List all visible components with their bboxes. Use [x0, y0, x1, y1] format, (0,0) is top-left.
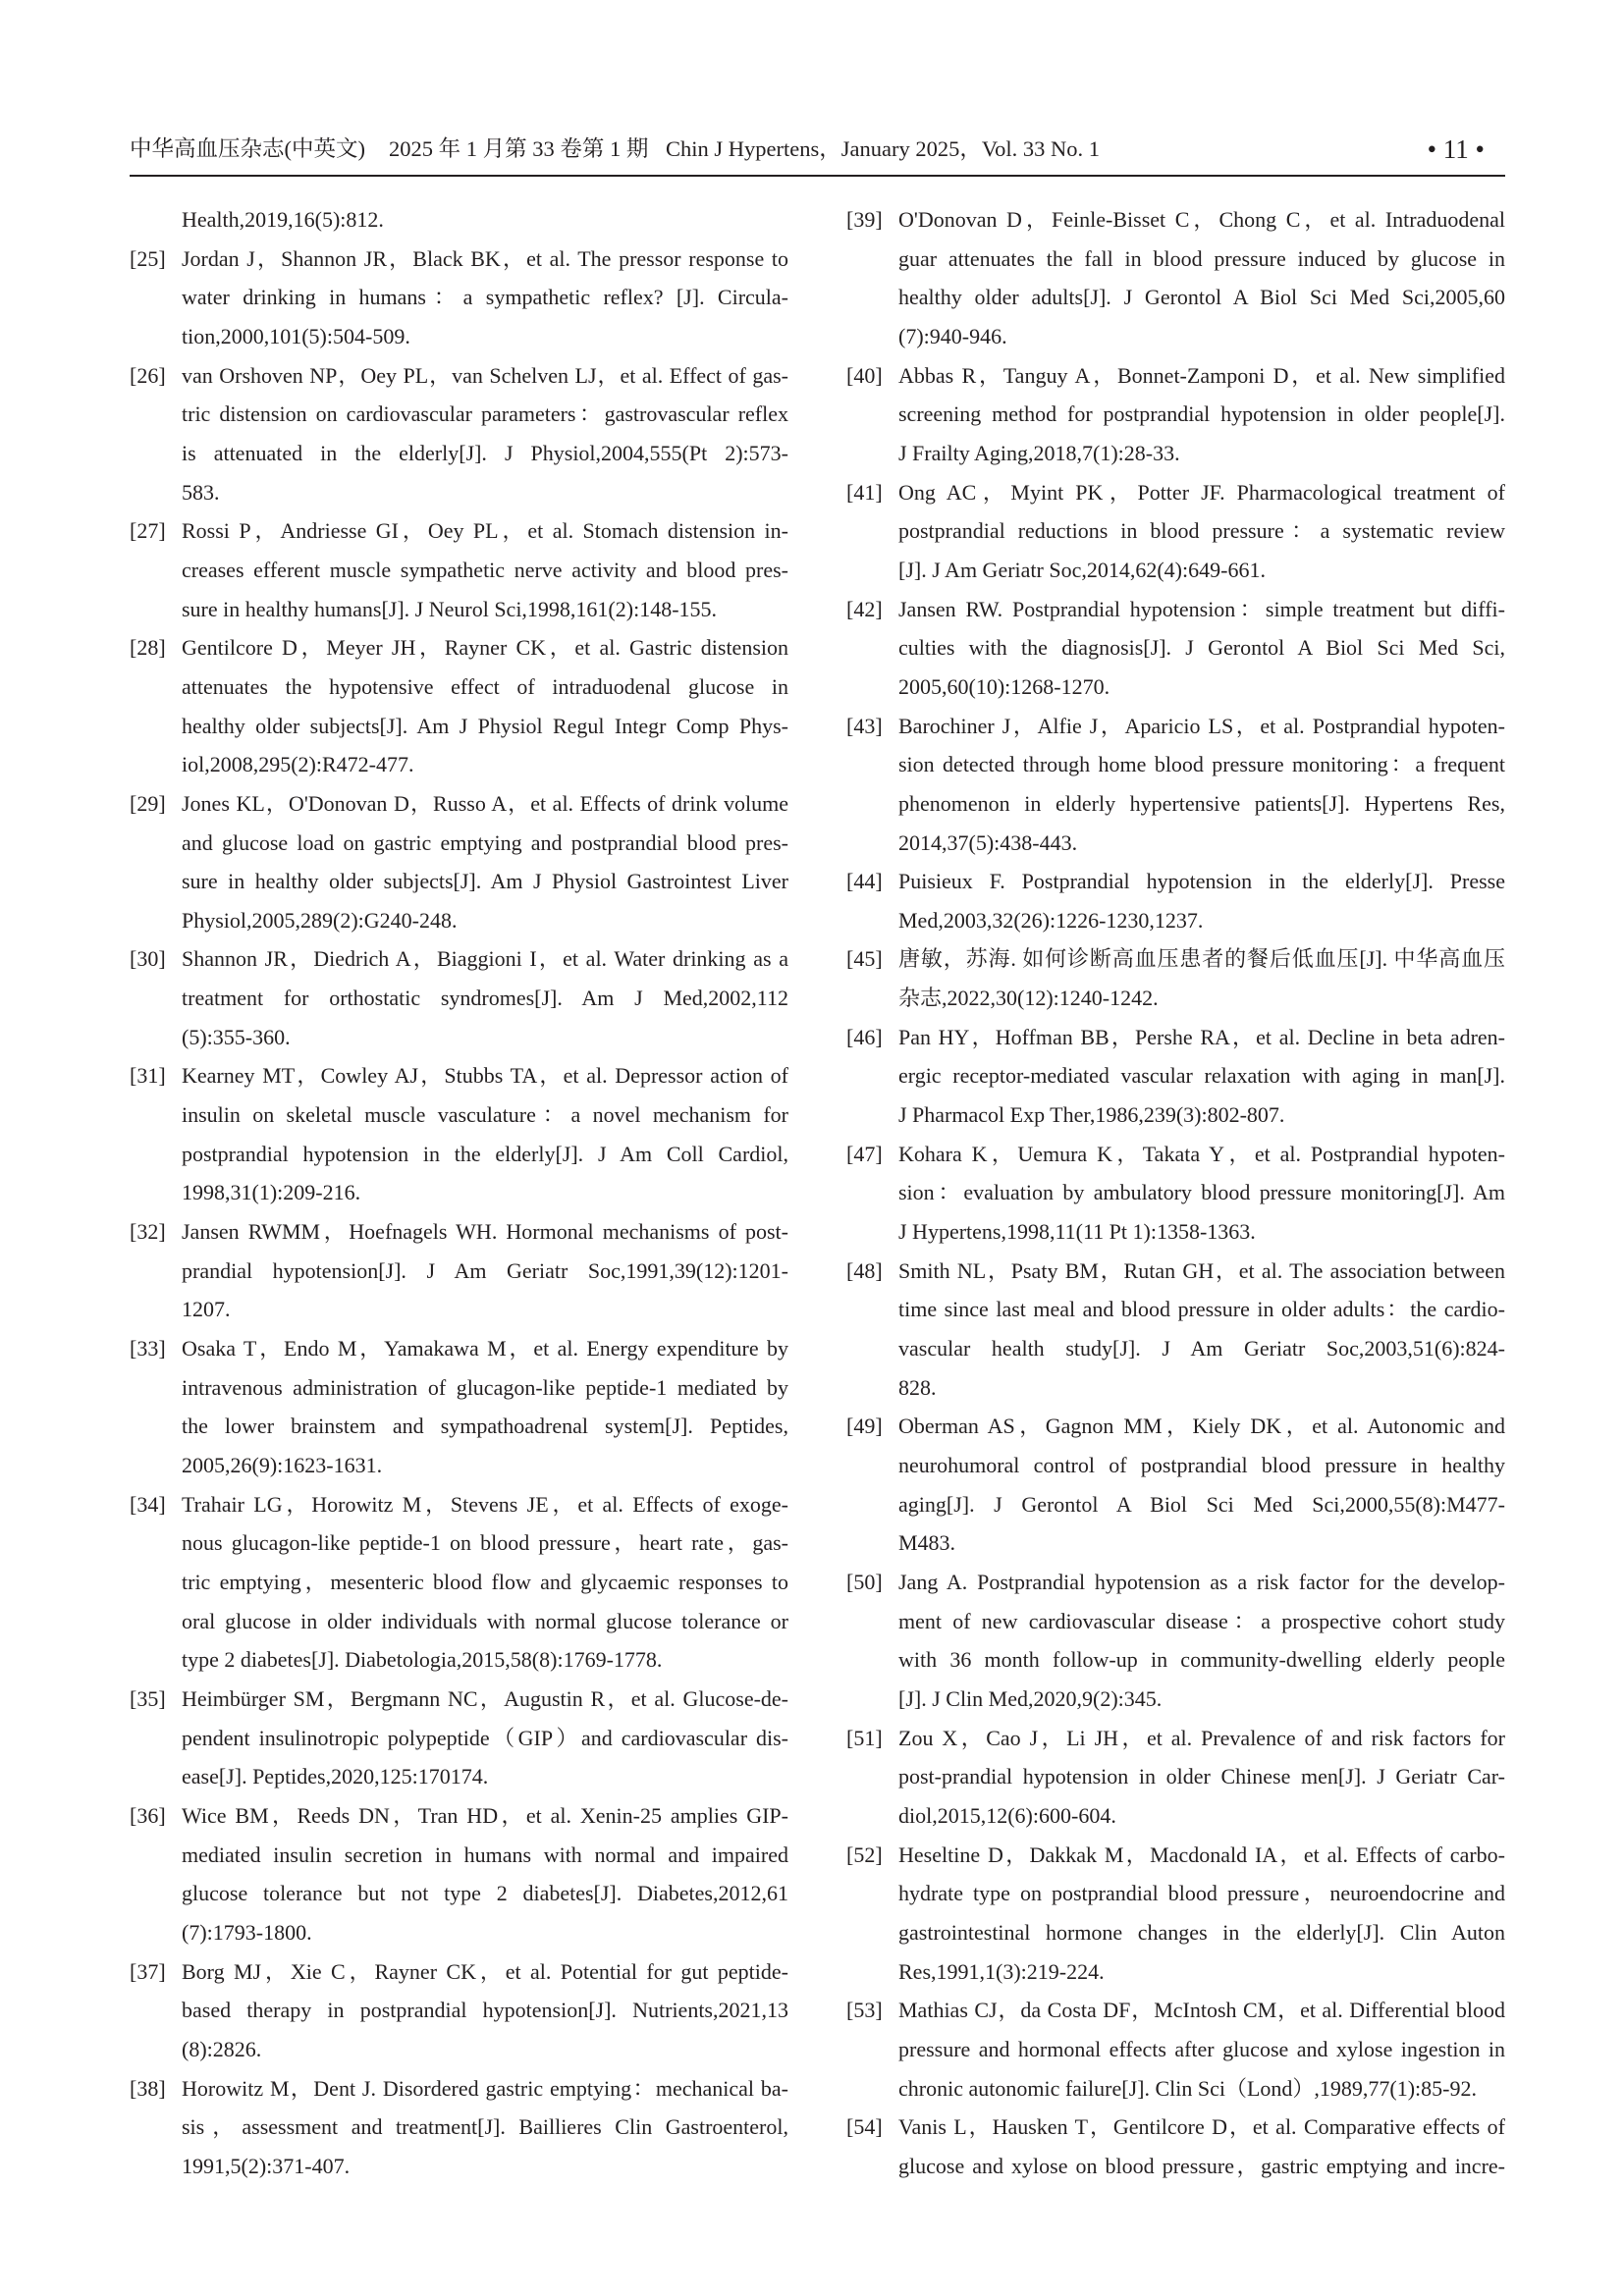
reference-entry: [130, 628, 792, 784]
reference-line: healthy older adults[J]. J Gerontol A Biol Sci Med Sci,2005,60: [898, 285, 1505, 310]
reference-line: Vanis L，Hausken T，Gentilcore D，et al. Comparative effects of: [898, 2114, 1505, 2140]
reference-line: tion,2000,101(5):504-509.: [182, 323, 410, 348]
reference-entry: [130, 1329, 792, 1485]
reference-entry: [130, 784, 792, 940]
reference-line: healthy older subjects[J]. Am J Physiol Regul Integr Comp Phys-: [182, 713, 788, 738]
reference-number: [48]: [846, 1257, 883, 1283]
reference-line: Pan HY，Hoffman BB，Pershe RA，et al. Decline in beta adren-: [898, 1024, 1505, 1049]
journal-title-en: Chin J Hypertens，January 2025，Vol. 33 No. 1: [666, 136, 1101, 161]
reference-entry: [130, 356, 792, 512]
reference-line: Jordan J，Shannon JR，Black BK，et al. The pressor response to: [182, 245, 788, 271]
reference-line: glucose tolerance but not type 2 diabetes[J]. Diabetes,2012,61: [182, 1881, 788, 1906]
reference-entry: [846, 939, 1509, 1017]
reference-line: Mathias CJ，da Costa DF，McIntosh CM，et al. Differential blood: [898, 1998, 1505, 2023]
reference-number: [36]: [130, 1802, 166, 1828]
reference-line: gastrointestinal hormone changes in the elderly[J]. Clin Auton: [898, 1919, 1505, 1945]
reference-line: 唐敏，苏海. 如何诊断高血压患者的餐后低血压[J]. 中华高血压: [898, 946, 1505, 972]
reference-line: J Pharmacol Exp Ther,1986,239(3):802-807.: [898, 1102, 1285, 1128]
reference-line: Horowitz M，Dent J. Disordered gastric emptying：mechanical ba-: [182, 2075, 788, 2101]
reference-line: postprandial hypotension in the elderly[J]. J Am Coll Cardiol,: [182, 1141, 788, 1166]
reference-line: and glucose load on gastric emptying and postprandial blood pres-: [182, 829, 788, 855]
reference-number: [38]: [130, 2075, 166, 2101]
reference-number: [43]: [846, 713, 883, 738]
reference-line: prandial hypotension[J]. J Am Geriatr Soc,1991,39(12):1201-: [182, 1257, 788, 1283]
reference-line: 828.: [898, 1374, 937, 1400]
reference-entry: [846, 1407, 1509, 1563]
reference-line: attenuates the hypotensive effect of intraduodenal glucose in: [182, 673, 788, 699]
reference-line: Smith NL，Psaty BM，Rutan GH，et al. The association between: [898, 1257, 1505, 1283]
reference-line: based therapy in postprandial hypotension[J]. Nutrients,2021,13: [182, 1998, 788, 2023]
reference-line: Zou X，Cao J，Li JH，et al. Prevalence of and risk factors for: [898, 1725, 1505, 1750]
reference-line: Wice BM，Reeds DN，Tran HD，et al. Xenin-25 amplies GIP-: [182, 1802, 788, 1828]
reference-line: diol,2015,12(6):600-604.: [898, 1802, 1116, 1828]
reference-line: post-prandial hypotension in older Chinese men[J]. J Geriatr Car-: [898, 1764, 1505, 1789]
reference-line: chronic autonomic failure[J]. Clin Sci（Lond）,1989,77(1):85-92.: [898, 2075, 1477, 2101]
reference-number: [45]: [846, 946, 883, 972]
reference-number: [39]: [846, 207, 883, 232]
reference-line: is attenuated in the elderly[J]. J Physiol,2004,555(Pt 2):573-: [182, 440, 788, 465]
reference-entry: [130, 240, 792, 356]
running-header: [0, 0, 1624, 177]
reference-line: phenomenon in elderly hypertensive patients[J]. Hypertens Res,: [898, 790, 1505, 816]
reference-number: [37]: [130, 1958, 166, 1984]
reference-entry: [130, 511, 792, 628]
reference-number: [33]: [130, 1336, 166, 1362]
reference-entry: [130, 200, 792, 240]
reference-entry: [130, 939, 792, 1056]
reference-line: sure in healthy older subjects[J]. Am J Physiol Gastrointest Liver: [182, 869, 788, 894]
reference-line: Jones KL，O'Donovan D，Russo A，et al. Effects of drink volume: [182, 790, 788, 816]
reference-entry: [130, 1212, 792, 1329]
reference-line: 1991,5(2):371-407.: [182, 2153, 351, 2178]
reference-number: [26]: [130, 362, 166, 388]
reference-line: hydrate type on postprandial blood pressure，neuroendocrine and: [898, 1881, 1505, 1906]
page-number: • 11 •: [1427, 134, 1485, 164]
reference-line: insulin on skeletal muscle vasculature：a novel mechanism for: [182, 1102, 788, 1128]
reference-line: pressure and hormonal effects after glucose and xylose ingestion in: [898, 2036, 1505, 2061]
reference-line: ease[J]. Peptides,2020,125:170174.: [182, 1764, 489, 1789]
reference-entry: [130, 2069, 792, 2186]
reference-line: intravenous administration of glucagon-like peptide-1 mediated by: [182, 1374, 788, 1400]
reference-entry: [130, 1796, 792, 1952]
reference-number: [47]: [846, 1141, 883, 1166]
reference-entry: [846, 356, 1509, 473]
reference-line: Abbas R，Tanguy A，Bonnet-Zamponi D，et al. New simplified: [898, 362, 1505, 388]
reference-line: J Hypertens,1998,11(11 Pt 1):1358-1363.: [898, 1219, 1256, 1245]
reference-line: oral glucose in older individuals with normal glucose tolerance or: [182, 1608, 788, 1633]
reference-entry: [130, 1680, 792, 1796]
reference-line: sure in healthy humans[J]. J Neurol Sci,1998,161(2):148-155.: [182, 596, 718, 621]
reference-line: Physiol,2005,289(2):G240-248.: [182, 907, 458, 933]
reference-number: [52]: [846, 1842, 883, 1867]
reference-number: [50]: [846, 1569, 883, 1594]
reference-line: mediated insulin secretion in humans with normal and impaired: [182, 1842, 788, 1867]
reference-line: nous glucagon-like peptide-1 on blood pressure，heart rate，gas-: [182, 1530, 788, 1556]
reference-line: Jang A. Postprandial hypotension as a risk factor for the develop-: [898, 1569, 1505, 1594]
reference-line: Jansen RWMM，Hoefnagels WH. Hormonal mechanisms of post-: [182, 1219, 788, 1245]
reference-line: glucose and xylose on blood pressure，gastric emptying and incre-: [898, 2153, 1505, 2178]
reference-line: J Frailty Aging,2018,7(1):28-33.: [898, 440, 1180, 465]
reference-line: Health,2019,16(5):812.: [182, 207, 384, 232]
reference-line: Borg MJ，Xie C，Rayner CK，et al. Potential for gut peptide-: [182, 1958, 788, 1984]
reference-entry: [846, 862, 1509, 939]
reference-entry: [846, 1991, 1509, 2108]
issue-info-cn: 2025 年 1 月第 33 卷第 1 期: [389, 136, 649, 161]
reference-number: [25]: [130, 245, 166, 271]
reference-number: [34]: [130, 1491, 166, 1517]
reference-line: sion：evaluation by ambulatory blood pressure monitoring[J]. Am: [898, 1180, 1505, 1205]
reference-line: tric emptying，mesenteric blood flow and glycaemic responses to: [182, 1569, 788, 1594]
reference-line: Trahair LG，Horowitz M，Stevens JE，et al. Effects of exoge-: [182, 1491, 788, 1517]
reference-line: (7):940-946.: [898, 323, 1007, 348]
reference-entry: [846, 707, 1509, 863]
reference-line: 2005,60(10):1268-1270.: [898, 673, 1110, 699]
journal-title-cn: 中华高血压杂志(中英文): [130, 136, 365, 161]
reference-entry: [846, 1135, 1509, 1252]
reference-line: neurohumoral control of postprandial blood pressure in healthy: [898, 1453, 1505, 1477]
reference-line: van Orshoven NP，Oey PL，van Schelven LJ，et al. Effect of gas-: [182, 362, 788, 388]
reference-line: (5):355-360.: [182, 1024, 291, 1049]
reference-line: (7):1793-1800.: [182, 1919, 312, 1945]
reference-number: [40]: [846, 362, 883, 388]
reference-line: 2005,26(9):1623-1631.: [182, 1453, 383, 1477]
reference-number: [44]: [846, 869, 883, 894]
reference-line: culties with the diagnosis[J]. J Gerontol A Biol Sci Med Sci,: [898, 635, 1505, 661]
reference-line: Shannon JR，Diedrich A，Biaggioni I，et al. Water drinking as a: [182, 946, 788, 972]
reference-line: 杂志,2022,30(12):1240-1242.: [898, 986, 1159, 1011]
reference-entry: [130, 1952, 792, 2069]
reference-line: postprandial reductions in blood pressure：a systematic review: [898, 518, 1505, 544]
reference-line: water drinking in humans：a sympathetic reflex? [J]. Circula-: [182, 285, 788, 310]
reference-line: treatment for orthostatic syndromes[J]. Am J Med,2002,112: [182, 986, 788, 1011]
reference-entry: [846, 590, 1509, 707]
reference-line: with 36 month follow-up in community-dwelling elderly people: [898, 1647, 1505, 1673]
reference-line: Barochiner J，Alfie J，Aparicio LS，et al. Postprandial hypoten-: [898, 713, 1505, 738]
reference-number: [27]: [130, 518, 166, 544]
reference-line: time since last meal and blood pressure in older adults：the cardio-: [898, 1297, 1505, 1322]
reference-line: aging[J]. J Gerontol A Biol Sci Med Sci,2000,55(8):M477-: [898, 1491, 1505, 1517]
reference-line: tric distension on cardiovascular parameters：gastrovascular reflex: [182, 401, 788, 427]
reference-number: [30]: [130, 946, 166, 972]
reference-number: [35]: [130, 1685, 166, 1711]
reference-line: Heseltine D，Dakkak M，Macdonald IA，et al. Effects of carbo-: [898, 1842, 1505, 1867]
reference-line: O'Donovan D，Feinle-Bisset C，Chong C，et al. Intraduodenal: [898, 207, 1505, 232]
reference-line: Rossi P，Andriesse GI，Oey PL，et al. Stomach distension in-: [182, 518, 788, 544]
reference-line: creases efferent muscle sympathetic nerve activity and blood pres-: [182, 557, 788, 582]
reference-line: Jansen RW. Postprandial hypotension：simple treatment but diffi-: [898, 596, 1505, 621]
reference-number: [28]: [130, 635, 166, 661]
header-rule: [130, 175, 1505, 177]
reference-line: vascular health study[J]. J Am Geriatr Soc,2003,51(6):824-: [898, 1336, 1505, 1362]
reference-line: type 2 diabetes[J]. Diabetologia,2015,58(8):1769-1778.: [182, 1647, 663, 1673]
reference-number: [49]: [846, 1414, 883, 1439]
reference-number: [46]: [846, 1024, 883, 1049]
reference-line: Res,1991,1(3):219-224.: [898, 1958, 1105, 1984]
reference-line: 583.: [182, 479, 220, 505]
reference-line: ment of new cardiovascular disease：a prospective cohort study: [898, 1608, 1505, 1633]
reference-line: [J]. J Am Geriatr Soc,2014,62(4):649-661.: [898, 557, 1266, 582]
reference-entry: [846, 1252, 1509, 1408]
reference-number: [54]: [846, 2114, 883, 2140]
right-column-references: [846, 200, 1509, 2185]
reference-entry: [846, 1836, 1509, 1992]
reference-number: [41]: [846, 479, 883, 505]
reference-line: sion detected through home blood pressure monitoring：a frequent: [898, 752, 1505, 777]
reference-line: Ong AC，Myint PK，Potter JF. Pharmacological treatment of: [898, 479, 1505, 505]
reference-line: guar attenuates the fall in blood pressure induced by glucose in: [898, 245, 1505, 271]
reference-line: Kearney MT，Cowley AJ，Stubbs TA，et al. Depressor action of: [182, 1063, 788, 1089]
reference-line: M483.: [898, 1530, 956, 1556]
reference-entry: [130, 1485, 792, 1680]
reference-line: Kohara K，Uemura K，Takata Y，et al. Postprandial hypoten-: [898, 1141, 1505, 1166]
reference-line: [J]. J Clin Med,2020,9(2):345.: [898, 1685, 1163, 1711]
reference-line: Oberman AS，Gagnon MM，Kiely DK，et al. Autonomic and: [898, 1414, 1505, 1439]
reference-entry: [130, 1056, 792, 1212]
reference-line: Puisieux F. Postprandial hypotension in the elderly[J]. Presse: [898, 869, 1505, 894]
reference-line: Med,2003,32(26):1226-1230,1237.: [898, 907, 1204, 933]
reference-number: [31]: [130, 1063, 166, 1089]
reference-line: screening method for postprandial hypotension in older people[J].: [898, 401, 1505, 427]
reference-number: [29]: [130, 790, 166, 816]
reference-line: (8):2826.: [182, 2036, 262, 2061]
reference-number: [53]: [846, 1998, 883, 2023]
reference-line: 1998,31(1):209-216.: [182, 1180, 361, 1205]
reference-line: Gentilcore D，Meyer JH，Rayner CK，et al. Gastric distension: [182, 635, 788, 661]
reference-number: [51]: [846, 1725, 883, 1750]
reference-entry: [846, 473, 1509, 590]
reference-line: 2014,37(5):438-443.: [898, 829, 1078, 855]
reference-entry: [846, 1719, 1509, 1836]
left-column-references: [130, 200, 792, 2185]
reference-line: sis，assessment and treatment[J]. Baillieres Clin Gastroenterol,: [182, 2114, 788, 2140]
reference-line: pendent insulinotropic polypeptide（GIP）and cardiovascular dis-: [182, 1725, 788, 1750]
reference-entry: [846, 200, 1509, 356]
reference-number: [42]: [846, 596, 883, 621]
reference-entry: [846, 2108, 1509, 2185]
reference-line: the lower brainstem and sympathoadrenal system[J]. Peptides,: [182, 1414, 788, 1439]
reference-entry: [846, 1018, 1509, 1135]
reference-line: 1207.: [182, 1297, 231, 1322]
reference-number: [32]: [130, 1219, 166, 1245]
reference-entry: [846, 1563, 1509, 1719]
reference-line: ergic receptor-mediated vascular relaxation with aging in man[J].: [898, 1063, 1505, 1089]
reference-line: iol,2008,295(2):R472-477.: [182, 752, 414, 777]
reference-line: Osaka T，Endo M，Yamakawa M，et al. Energy expenditure by: [182, 1336, 788, 1362]
reference-line: Heimbürger SM，Bergmann NC，Augustin R，et al. Glucose-de-: [182, 1685, 788, 1711]
